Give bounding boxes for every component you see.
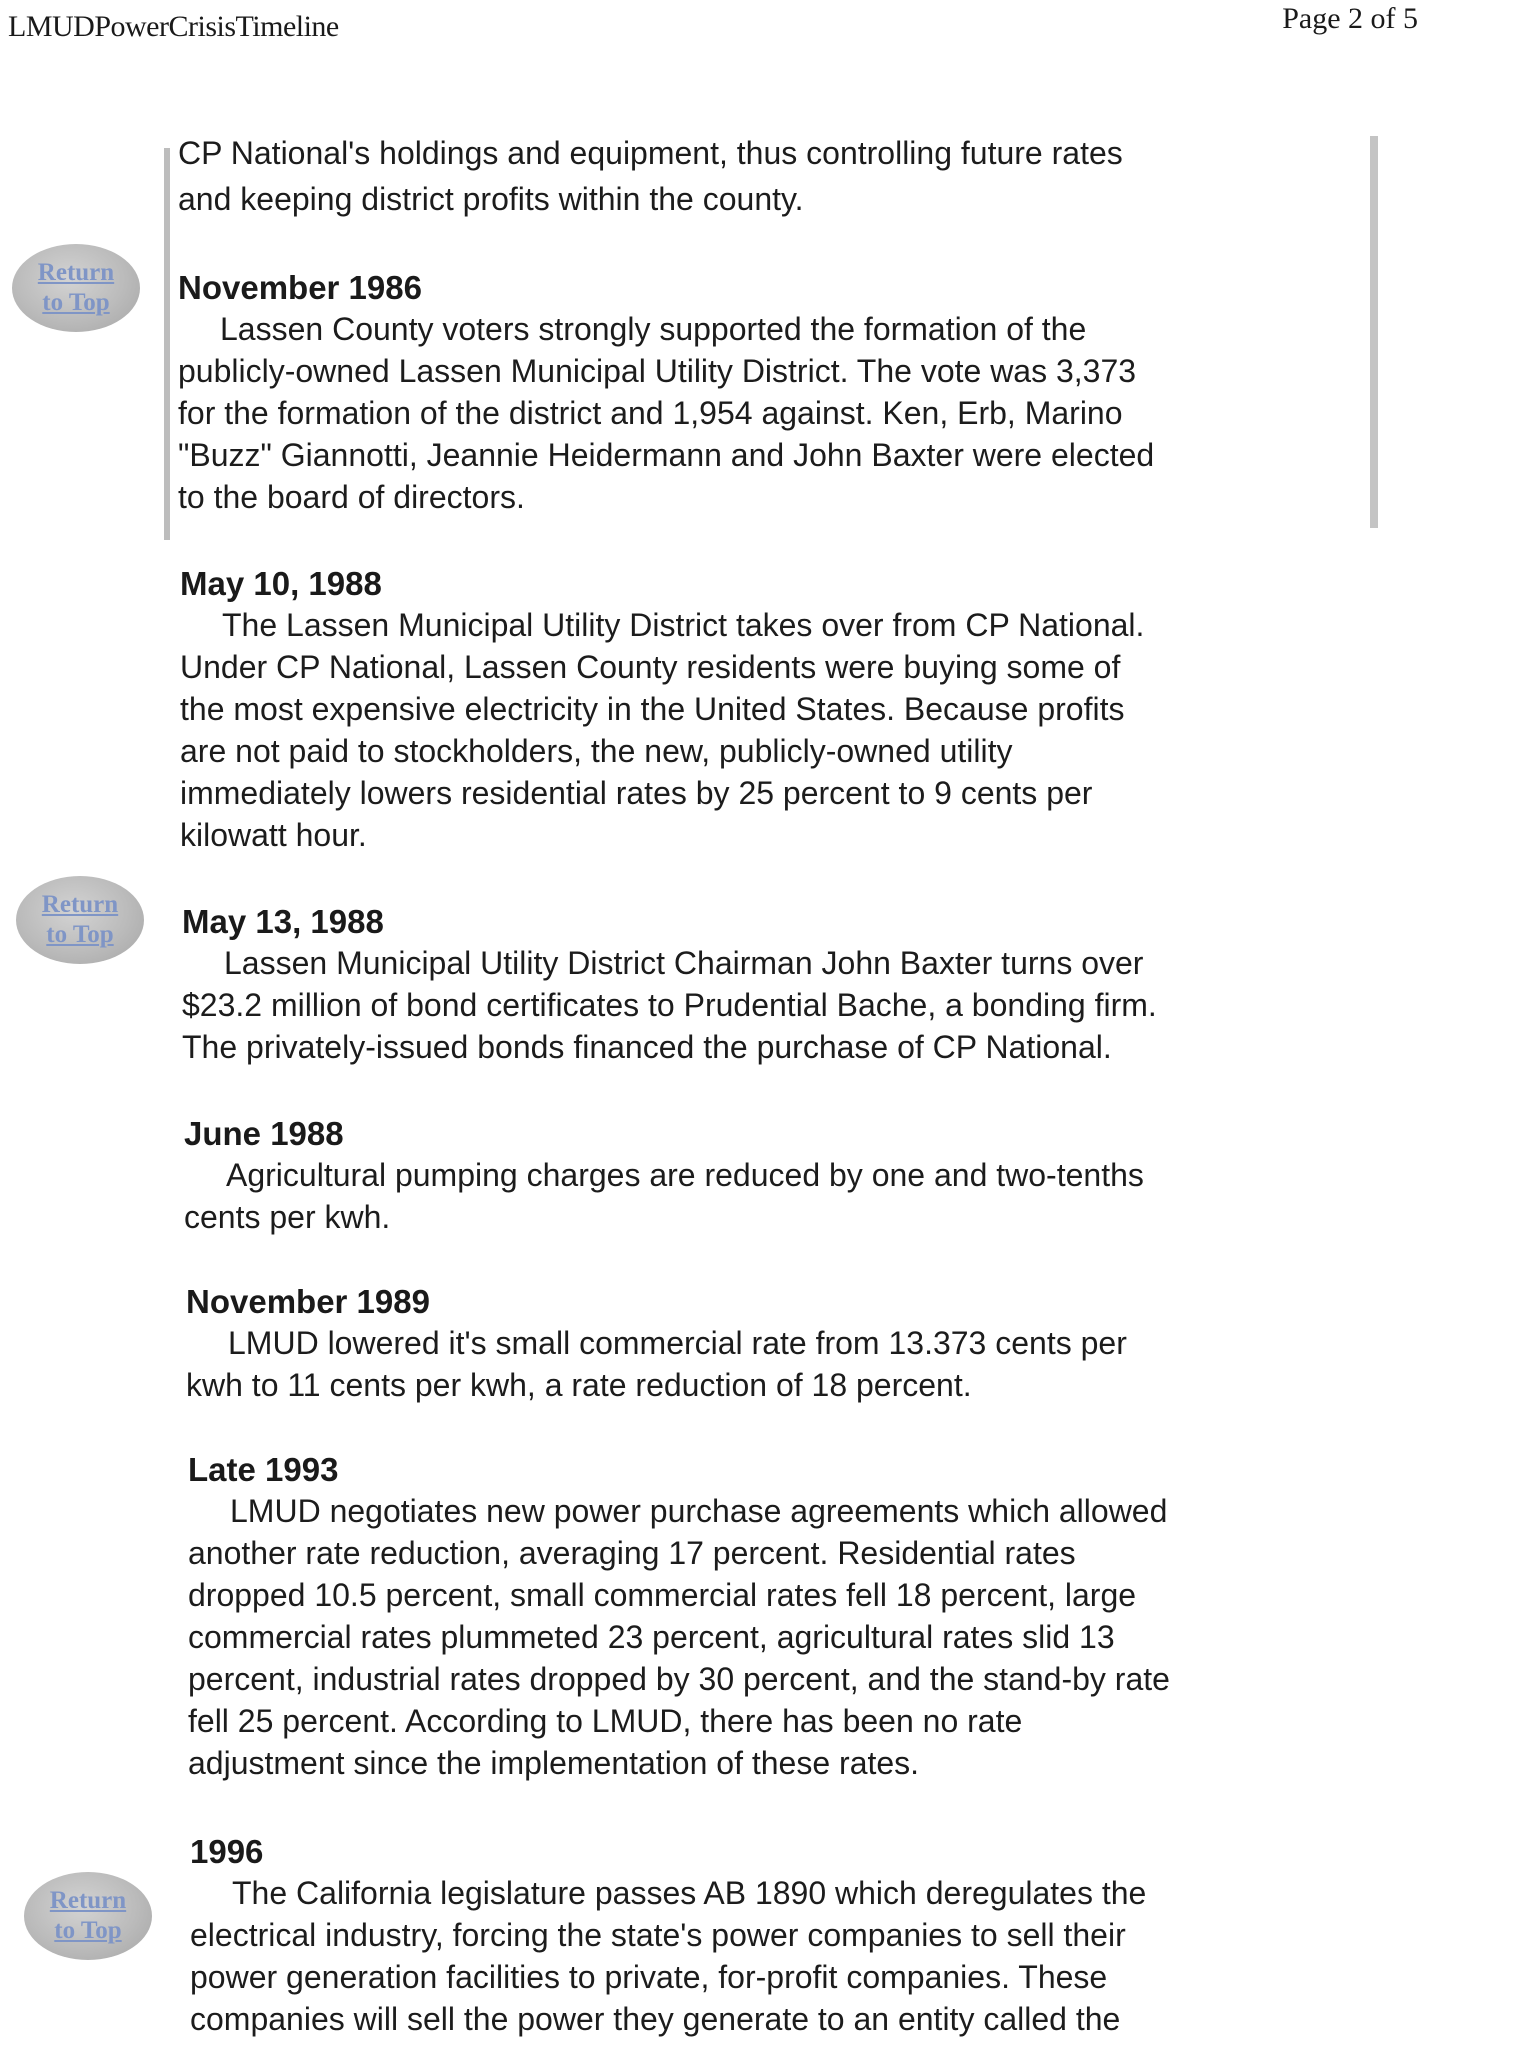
return-to-top-label-line1: Return bbox=[37, 259, 115, 286]
text-line: to the board of directors. bbox=[178, 479, 525, 515]
left-margin-bar bbox=[164, 148, 170, 540]
text-line: immediately lowers residential rates by 25 percent to 9 cents per bbox=[180, 775, 1093, 811]
entry-body bbox=[184, 1154, 1394, 1238]
text-line: the most expensive electricity in the United States. Because profits bbox=[180, 691, 1125, 727]
entry-body bbox=[180, 604, 1390, 856]
page-number: Page 2 of 5 bbox=[1282, 2, 1418, 35]
timeline-entry bbox=[178, 268, 1388, 518]
text-line: adjustment since the implementation of these rates. bbox=[188, 1745, 920, 1781]
text-line: dropped 10.5 percent, small commercial rates fell 18 percent, large bbox=[188, 1577, 1137, 1613]
entry-date: June 1988 bbox=[184, 1115, 344, 1152]
page-header bbox=[0, 0, 1518, 60]
return-to-top-label-line2: to Top bbox=[54, 1917, 122, 1944]
text-line: fell 25 percent. According to LMUD, there has been no rate bbox=[188, 1703, 1023, 1739]
entry-date: May 10, 1988 bbox=[180, 565, 382, 602]
timeline-entry bbox=[186, 1282, 1396, 1406]
text-line: The privately-issued bonds financed the purchase of CP National. bbox=[182, 1029, 1112, 1065]
return-to-top-label-line2: to Top bbox=[46, 921, 114, 948]
return-to-top-label-line1: Return bbox=[49, 1887, 127, 1914]
text-line: Lassen County voters strongly supported the formation of the bbox=[220, 311, 1087, 347]
text-line: another rate reduction, averaging 17 percent. Residential rates bbox=[188, 1535, 1076, 1571]
return-to-top-button[interactable] bbox=[24, 1872, 152, 1960]
entry-body bbox=[190, 1872, 1400, 2040]
entry-date: Late 1993 bbox=[188, 1451, 339, 1488]
timeline-entry bbox=[180, 564, 1390, 856]
return-to-top-label-line2: to Top bbox=[42, 289, 110, 316]
entry-body bbox=[178, 308, 1388, 518]
text-line: commercial rates plummeted 23 percent, agricultural rates slid 13 bbox=[188, 1619, 1115, 1655]
text-line: The Lassen Municipal Utility District takes over from CP National. bbox=[222, 607, 1145, 643]
timeline-entry bbox=[190, 1832, 1400, 2040]
text-line: and keeping district profits within the county. bbox=[178, 181, 804, 217]
text-line: Under CP National, Lassen County residents were buying some of bbox=[180, 649, 1121, 685]
return-to-top-label-line1: Return bbox=[41, 891, 119, 918]
text-line: companies will sell the power they generate to an entity called the bbox=[190, 2001, 1121, 2037]
text-line: The California legislature passes AB 1890 which deregulates the bbox=[232, 1875, 1147, 1911]
entry-body bbox=[182, 942, 1392, 1068]
entry-date: May 13, 1988 bbox=[182, 903, 384, 940]
text-line: Agricultural pumping charges are reduced by one and two-tenths bbox=[226, 1157, 1144, 1193]
text-line: electrical industry, forcing the state's power companies to sell their bbox=[190, 1917, 1126, 1953]
text-line: LMUD lowered it's small commercial rate from 13.373 cents per bbox=[228, 1325, 1127, 1361]
text-line: cents per kwh. bbox=[184, 1199, 391, 1235]
entry-date: November 1989 bbox=[186, 1283, 430, 1320]
return-to-top-button[interactable] bbox=[16, 876, 144, 964]
text-line: percent, industrial rates dropped by 30 percent, and the stand-by rate bbox=[188, 1661, 1170, 1697]
text-line: $23.2 million of bond certificates to Prudential Bache, a bonding firm. bbox=[182, 987, 1157, 1023]
entry-body bbox=[188, 1490, 1398, 1784]
text-line: kwh to 11 cents per kwh, a rate reduction of 18 percent. bbox=[186, 1367, 972, 1403]
return-to-top-button[interactable] bbox=[12, 244, 140, 332]
text-line: power generation facilities to private, for-profit companies. These bbox=[190, 1959, 1108, 1995]
text-line: LMUD negotiates new power purchase agreements which allowed bbox=[230, 1493, 1168, 1529]
entry-date: November 1986 bbox=[178, 269, 422, 306]
timeline-entry bbox=[182, 902, 1392, 1068]
text-line: CP National's holdings and equipment, thus controlling future rates bbox=[178, 135, 1123, 171]
text-line: kilowatt hour. bbox=[180, 817, 367, 853]
text-line: "Buzz" Giannotti, Jeannie Heidermann and John Baxter were elected bbox=[178, 437, 1155, 473]
text-line: publicly-owned Lassen Municipal Utility District. The vote was 3,373 bbox=[178, 353, 1137, 389]
text-line: for the formation of the district and 1,954 against. Ken, Erb, Marino bbox=[178, 395, 1123, 431]
continuation-paragraph bbox=[178, 130, 1358, 222]
entry-date: 1996 bbox=[190, 1833, 264, 1870]
text-line: are not paid to stockholders, the new, publicly-owned utility bbox=[180, 733, 1013, 769]
document-title: LMUDPowerCrisisTimeline bbox=[8, 10, 339, 43]
entry-body bbox=[186, 1322, 1396, 1406]
timeline-entry bbox=[184, 1114, 1394, 1238]
text-line: Lassen Municipal Utility District Chairman John Baxter turns over bbox=[224, 945, 1144, 981]
timeline-entry bbox=[188, 1450, 1398, 1784]
